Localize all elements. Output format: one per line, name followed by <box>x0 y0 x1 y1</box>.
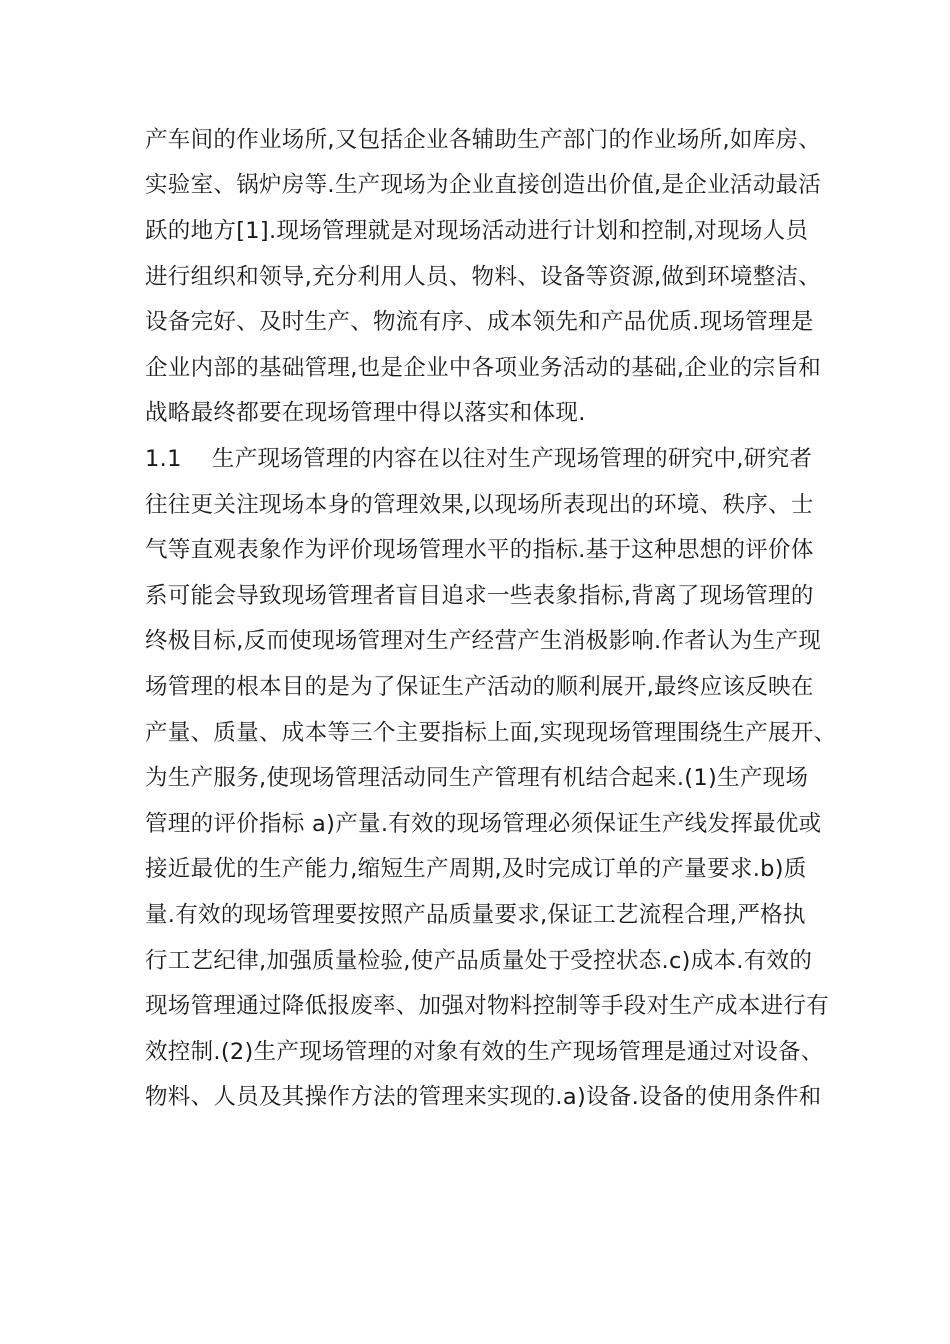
text-line: 往往更关注现场本身的管理效果,以现场所表现出的环境、秩序、士 <box>145 492 814 518</box>
text-line: 行工艺纪律,加强质量检验,使产品质量处于受控状态.c)成本.有效的 <box>145 948 813 974</box>
text-line: 进行组织和领导,充分利用人员、物料、设备等资源,做到环境整洁、 <box>145 264 822 290</box>
section-heading-line: 1.1 生产现场管理的内容在以往对生产现场管理的研究中,研究者 <box>145 446 813 472</box>
text-line: 场管理的根本目的是为了保证生产活动的顺利展开,最终应该反映在 <box>145 674 814 700</box>
text-line: 气等直观表象作为评价现场管理水平的指标.基于这种思想的评价体 <box>145 537 814 563</box>
text-line: 实验室、锅炉房等.生产现场为企业直接创造出价值,是企业活动最活 <box>145 172 822 198</box>
text-line: 接近最优的生产能力,缩短生产周期,及时完成订单的产量要求.b)质 <box>145 856 807 882</box>
text-line: 企业内部的基础管理,也是企业中各项业务活动的基础,企业的宗旨和 <box>145 355 822 381</box>
text-line: 战略最终都要在现场管理中得以落实和体现. <box>145 400 586 426</box>
text-line: 产车间的作业场所,又包括企业各辅助生产部门的作业场所,如库房、 <box>145 127 822 153</box>
text-line: 设备完好、及时生产、物流有序、成本领先和产品优质.现场管理是 <box>145 309 814 335</box>
text-line: 系可能会导致现场管理者盲目追求一些表象指标,背离了现场管理的 <box>145 583 814 609</box>
text-line: 现场管理通过降低报废率、加强对物料控制等手段对生产成本进行有 <box>145 993 830 1019</box>
text-line: 为生产服务,使现场管理活动同生产管理有机结合起来.(1)生产现场 <box>145 765 809 791</box>
text-line: 管理的评价指标 a)产量.有效的现场管理必须保证生产线发挥最优或 <box>145 811 822 837</box>
text-line: 量.有效的现场管理要按照产品质量要求,保证工艺流程合理,严格执 <box>145 902 806 928</box>
text-line: 物料、人员及其操作方法的管理来实现的.a)设备.设备的使用条件和 <box>145 1084 822 1110</box>
text-line: 产量、质量、成本等三个主要指标上面,实现现场管理围绕生产展开、 <box>145 720 837 746</box>
text-line: 跃的地方[1].现场管理就是对现场活动进行计划和控制,对现场人员 <box>145 218 809 244</box>
text-line: 终极目标,反而使现场管理对生产经营产生消极影响.作者认为生产现 <box>145 628 822 654</box>
text-line: 效控制.(2)生产现场管理的对象有效的生产现场管理是通过对设备、 <box>145 1039 824 1065</box>
